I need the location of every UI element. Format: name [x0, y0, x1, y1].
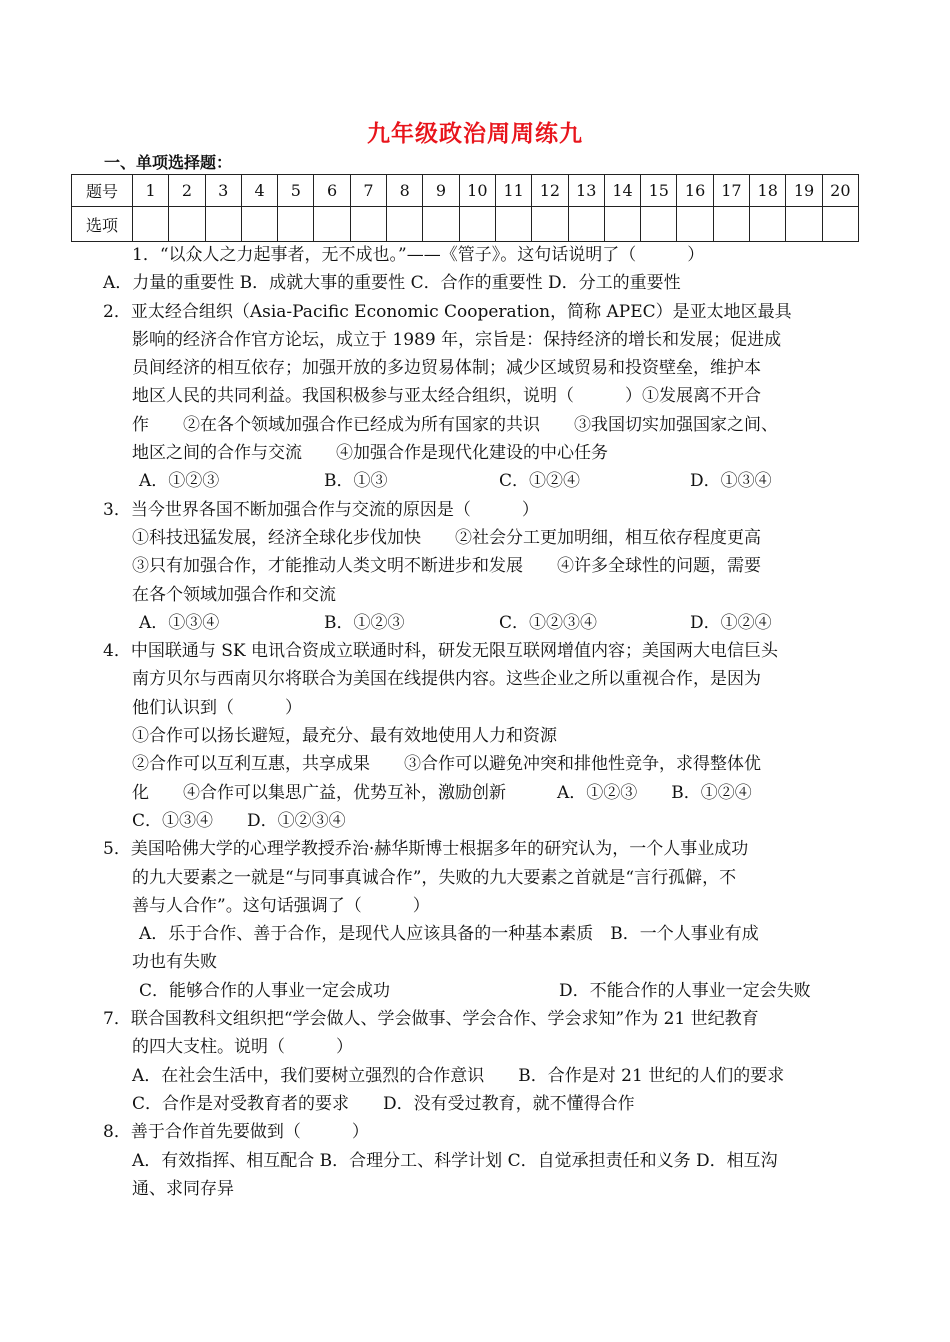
question-4-text: ②合作可以互利互惠，共享成果 ③合作可以避免冲突和排他性竞争，求得整体优	[132, 754, 761, 775]
question-2-options	[103, 467, 855, 495]
row-label-number: 题号	[72, 175, 133, 207]
question-number: 20	[822, 175, 858, 207]
question-7-text: 的四大支柱。说明（ ）	[132, 1037, 353, 1058]
question-2-text: 地区之间的合作与交流 ④加强合作是现代化建设的中心任务	[132, 443, 608, 464]
option-c: C．①②③④	[499, 612, 598, 633]
question-number: 2	[169, 175, 205, 207]
number-row	[72, 175, 859, 207]
answer-cell[interactable]	[241, 207, 277, 242]
option-c: C．①②④	[499, 471, 581, 492]
option-d: D．①②④	[690, 612, 772, 633]
answer-cell[interactable]	[786, 207, 822, 242]
page-title: 九年级政治周周练九	[367, 120, 583, 147]
question-number: 8	[387, 175, 423, 207]
question-1-stem: 1．“以众人之力起事者，无不成也。”——《管子》。这句话说明了（ ）	[132, 245, 705, 265]
question-number: 14	[604, 175, 640, 207]
question-number: 13	[568, 175, 604, 207]
question-number: 4	[241, 175, 277, 207]
question-4-text: 他们认识到（ ）	[132, 697, 302, 718]
option-a: A．①③④	[139, 612, 220, 633]
section-heading: 一、单项选择题：	[104, 153, 233, 172]
answer-cell[interactable]	[532, 207, 568, 242]
question-8-options: A．有效指挥、相互配合 B．合理分工、科学计划 C．自觉承担责任和义务 D．相互沟	[132, 1150, 778, 1171]
answer-cell[interactable]	[423, 207, 459, 242]
answer-cell[interactable]	[387, 207, 423, 242]
option-b: B．①③	[324, 471, 388, 492]
question-4-options: C．①③④ D．①②③④	[132, 810, 346, 831]
answer-cell[interactable]	[205, 207, 241, 242]
question-5-text: 5．美国哈佛大学的心理学教授乔治·赫华斯博士根据多年的研究认为，一个人事业成功	[103, 839, 749, 860]
question-number: 9	[423, 175, 459, 207]
answer-cell[interactable]	[604, 207, 640, 242]
question-3-stem: 3．当今世界各国不断加强合作与交流的原因是（ ）	[103, 499, 539, 520]
question-number: 15	[641, 175, 677, 207]
option-a: A．①②③	[139, 471, 220, 492]
question-list	[103, 241, 855, 1203]
answer-table	[71, 174, 859, 242]
question-number: 19	[786, 175, 822, 207]
question-4-text: 南方贝尔与西南贝尔将联合为美国在线提供内容。这些企业之所以重视合作，是因为	[132, 669, 761, 690]
question-number: 1	[133, 175, 169, 207]
question-2-text: 员间经济的相互依存；加强开放的多边贸易体制；减少区域贸易和投资壁垒，维护本	[132, 358, 761, 379]
answer-cell[interactable]	[459, 207, 495, 242]
question-5-options: 功也有失败	[132, 952, 217, 973]
question-number: 11	[495, 175, 531, 207]
answer-cell[interactable]	[278, 207, 314, 242]
question-number: 12	[532, 175, 568, 207]
question-5-options	[103, 977, 855, 1005]
option-c: C．能够合作的人事业一定会成功	[139, 980, 391, 1001]
question-4-text: 4．中国联通与 SK 电讯合资成立联通时科，研发无限互联网增值内容；美国两大电信巨头	[103, 641, 778, 662]
question-3-text: 在各个领域加强合作和交流	[132, 584, 336, 605]
question-7-text: 7．联合国教科文组织把“学会做人、学会做事、学会合作、学会求知”作为 21 世纪教育	[103, 1009, 759, 1030]
option-b: B．①②③	[324, 612, 405, 633]
question-number: 16	[677, 175, 713, 207]
answer-row	[72, 207, 859, 242]
question-1-options: A．力量的重要性 B．成就大事的重要性 C．合作的重要性 D．分工的重要性	[103, 273, 681, 294]
question-8-options: 通、求同存异	[132, 1178, 234, 1199]
question-5-text: 的九大要素之一就是“与同事真诚合作”，失败的九大要素之首就是“言行孤僻，不	[132, 867, 737, 888]
answer-cell[interactable]	[350, 207, 386, 242]
question-2-text: 地区人民的共同利益。我国积极参与亚太经合组织，说明（ ）①发展离不开合	[132, 386, 761, 407]
answer-cell[interactable]	[495, 207, 531, 242]
question-2-text: 影响的经济合作官方论坛，成立于 1989 年，宗旨是：保持经济的增长和发展；促进成	[132, 329, 782, 350]
question-number: 10	[459, 175, 495, 207]
answer-cell[interactable]	[133, 207, 169, 242]
question-7-options: A．在社会生活中，我们要树立强烈的合作意识 B．合作是对 21 世纪的人们的要求	[132, 1065, 785, 1086]
answer-cell[interactable]	[677, 207, 713, 242]
answer-cell[interactable]	[713, 207, 749, 242]
answer-cell[interactable]	[822, 207, 858, 242]
row-label-answer: 选项	[72, 207, 133, 242]
question-number: 5	[278, 175, 314, 207]
question-8-stem: 8．善于合作首先要做到（ ）	[103, 1122, 369, 1143]
question-5-text: 善与人合作”。这句话强调了（ ）	[132, 895, 430, 916]
question-4-text: 化 ④合作可以集思广益，优势互补，激励创新 A．①②③ B．①②④	[132, 782, 752, 803]
answer-cell[interactable]	[641, 207, 677, 242]
question-3-text: ①科技迅猛发展，经济全球化步伐加快 ②社会分工更加明细，相互依存程度更高	[132, 527, 761, 548]
question-7-options: C．合作是对受教育者的要求 D．没有受过教育，就不懂得合作	[132, 1093, 635, 1114]
question-2-text: 作 ②在各个领域加强合作已经成为所有国家的共识 ③我国切实加强国家之间、	[132, 414, 778, 435]
option-d: D．①③④	[690, 471, 772, 492]
question-4-text: ①合作可以扬长避短，最充分、最有效地使用人力和资源	[132, 726, 557, 747]
answer-cell[interactable]	[750, 207, 786, 242]
question-3-text: ③只有加强合作，才能推动人类文明不断进步和发展 ④许多全球性的问题，需要	[132, 556, 761, 577]
answer-cell[interactable]	[568, 207, 604, 242]
answer-cell[interactable]	[169, 207, 205, 242]
option-d: D．不能合作的人事业一定会失败	[559, 980, 811, 1001]
answer-cell[interactable]	[314, 207, 350, 242]
question-2-text: 2．亚太经合组织（Asia-Pacific Economic Cooperation，简称 APEC）是亚太地区最具	[103, 301, 792, 322]
question-number: 18	[750, 175, 786, 207]
question-5-options: A．乐于合作、善于合作，是现代人应该具备的一种基本素质 B．一个人事业有成	[139, 924, 759, 945]
question-3-options	[103, 609, 855, 637]
question-number: 3	[205, 175, 241, 207]
question-number: 7	[350, 175, 386, 207]
question-number: 17	[713, 175, 749, 207]
question-number: 6	[314, 175, 350, 207]
